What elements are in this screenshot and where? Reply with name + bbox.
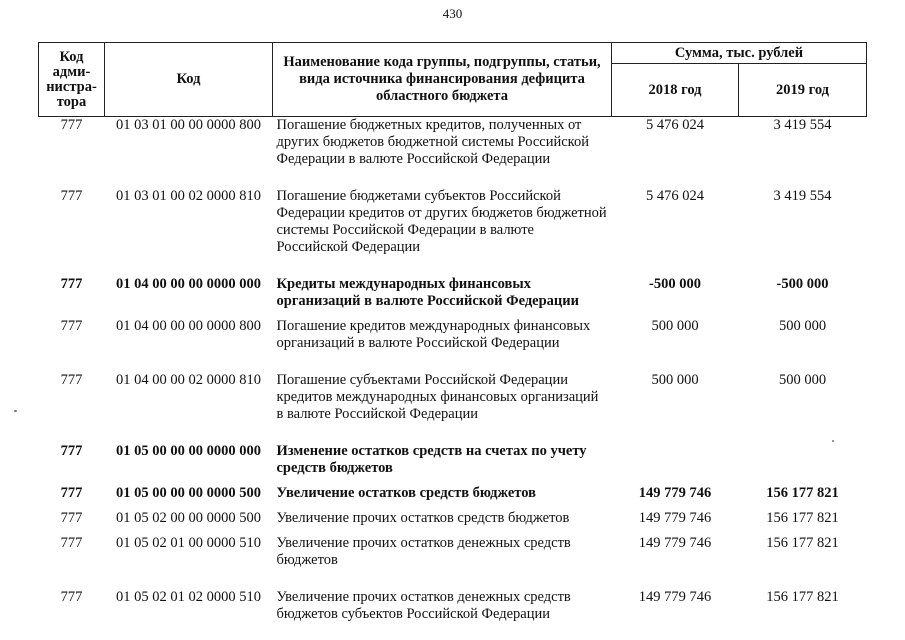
cell-2018: 5 476 024 [646,188,704,204]
table-row [39,443,867,485]
cell-code: 01 05 00 00 00 0000 500 [116,485,261,501]
table-row [39,318,867,372]
cell-admin: 777 [60,443,83,459]
cell-2018 [612,443,739,485]
cell-2018: 149 779 746 [638,589,712,605]
cell-code: 01 04 00 00 00 0000 000 [116,276,261,292]
cell-name: Погашение бюджетами субъектов Российской Федерации кредитов от других бюджетов бюджетной системы Российской Федерации в валюте Российской Федерации [276,188,607,255]
table-header [39,43,867,117]
table-row [39,485,867,510]
cell-code: 01 04 00 00 00 0000 800 [116,318,261,334]
table-body [39,117,867,624]
cell-name: Увеличение остатков средств бюджетов [276,485,536,501]
cell-name: Погашение бюджетных кредитов, полученных от других бюджетов бюджетной системы Российской Федерации в валюте Российской Федерации [276,117,590,167]
cell-name: Погашение субъектами Российской Федерации кредитов международных финансовых организаций в валюте Российской Федерации [276,372,599,422]
cell-code: 01 03 01 00 02 0000 810 [116,188,261,204]
table-row [39,117,867,189]
cell-2018: 5 476 024 [646,117,704,133]
table-row [39,510,867,535]
cell-code: 01 05 02 01 02 0000 510 [116,589,261,605]
cell-2018: 149 779 746 [638,535,712,551]
cell-name: Увеличение прочих остатков денежных средств бюджетов субъектов Российской Федерации [276,589,571,622]
cell-2018: 500 000 [651,372,699,388]
budget-sources-table [38,42,867,623]
cell-admin: 777 [60,485,83,501]
cell-admin: 777 [60,117,83,133]
table-row [39,372,867,443]
cell-admin: 777 [60,276,83,292]
cell-admin: 777 [60,510,83,526]
table-row [39,276,867,318]
scan-speck [832,440,834,442]
cell-2019: 156 177 821 [766,589,839,605]
cell-2018: 500 000 [651,318,699,334]
cell-name: Изменение остатков средств на счетах по учету средств бюджетов [276,443,587,476]
cell-2018: 149 779 746 [638,510,712,526]
table-row [39,188,867,276]
cell-admin: 777 [60,188,83,204]
header-sum: Сумма, тыс. рублей [612,43,867,64]
cell-2018: -500 000 [649,276,701,292]
cell-2019: 156 177 821 [766,485,839,501]
cell-name: Кредиты международных финансовых организаций в валюте Российской Федерации [276,276,579,309]
cell-code: 01 04 00 00 02 0000 810 [116,372,261,388]
cell-2019: 3 419 554 [773,188,832,204]
header-code: Код [105,43,273,117]
cell-admin: 777 [60,589,83,605]
cell-2019: 3 419 554 [773,117,832,133]
cell-name: Увеличение прочих остатков денежных средств бюджетов [276,535,571,568]
cell-code: 01 05 02 01 00 0000 510 [116,535,261,551]
table-row [39,589,867,623]
cell-2019: 156 177 821 [766,510,839,526]
cell-code: 01 03 01 00 00 0000 800 [116,117,261,133]
cell-admin: 777 [60,535,83,551]
header-admin-code: Код адми-нистра-тора [39,43,105,117]
table-row [39,535,867,589]
cell-2019: -500 000 [776,276,829,292]
cell-name: Увеличение прочих остатков средств бюджетов [276,510,570,526]
header-year-2018: 2018 год [612,64,739,117]
cell-admin: 777 [60,318,83,334]
cell-2019 [739,443,867,485]
cell-2019: 156 177 821 [766,535,839,551]
scan-speck [14,410,17,412]
cell-2019: 500 000 [778,372,827,388]
header-name: Наименование кода группы, подгруппы, статьи, вида источника финансирования дефицита областного бюджета [273,43,612,117]
page-number: 430 [442,6,463,21]
cell-admin: 777 [60,372,83,388]
cell-name: Погашение кредитов международных финансовых организаций в валюте Российской Федерации [276,318,591,351]
header-year-2019: 2019 год [739,64,867,117]
cell-code: 01 05 00 00 00 0000 000 [116,443,261,459]
cell-2019: 500 000 [778,318,827,334]
cell-2018: 149 779 746 [638,485,712,501]
cell-code: 01 05 02 00 00 0000 500 [116,510,261,526]
